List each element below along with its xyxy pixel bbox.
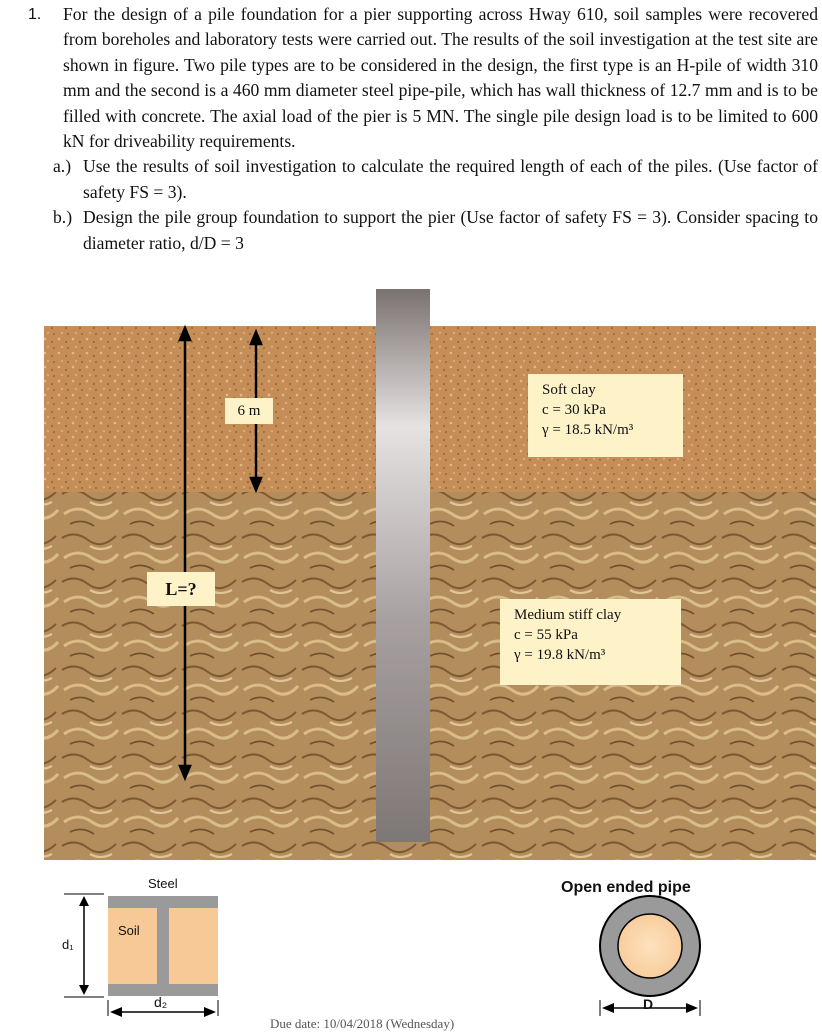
- part-a-text: Use the results of soil investigation to calculate the required length of each of the piles. (Use factor of safety FS = 3).: [83, 156, 818, 202]
- question-text: For the design of a pile foundation for a pier supporting across Hway 610, soil samples were recovered from boreholes and laboratory tests were carried out. The results of the soil investigation at the test site are shown in figure. Two pile types are to be considered in the design, the first type is an H-pile of width 310 mm and the second is a 460 mm diameter steel pipe-pile, which has wall thickness of 12.7 mm and is to be filled with concrete. The axial load of the pier is 5 MN. The single pile design load is to be limited to 600 kN for driveability requirements.: [63, 4, 818, 152]
- d2-label: d₂: [154, 994, 168, 1010]
- length-label: L=?: [147, 572, 215, 606]
- soft-clay-name: Soft clay: [542, 382, 596, 398]
- h-pile-section: [64, 894, 218, 1017]
- medium-stiff-clay-unit-weight: γ = 19.8 kN/m³: [514, 647, 606, 663]
- part-a-label: a.): [53, 156, 72, 177]
- d1-label: d₁: [62, 937, 74, 952]
- soft-clay-unit-weight: γ = 18.5 kN/m³: [542, 422, 634, 438]
- pile: [376, 289, 430, 842]
- part-b-text: Design the pile group foundation to support the pier (Use factor of safety FS = 3). Consider spacing to diameter ratio, d/D = 3: [83, 207, 818, 253]
- due-date-footer: Due date: 10/04/2018 (Wednesday): [270, 1016, 455, 1031]
- steel-label: Steel: [148, 876, 178, 891]
- question-number: 1.: [28, 6, 42, 23]
- pipe-d-label: D: [643, 996, 654, 1012]
- medium-stiff-clay-info-box: [500, 599, 681, 685]
- medium-stiff-clay-cohesion: c = 55 kPa: [514, 627, 578, 643]
- part-b-label: b.): [53, 207, 73, 228]
- soft-clay-info-box: [528, 374, 683, 457]
- depth-label: 6 m: [225, 398, 273, 424]
- medium-stiff-clay-name: Medium stiff clay: [514, 607, 622, 623]
- pipe-title: Open ended pipe: [561, 879, 691, 896]
- soil-label: Soil: [118, 923, 140, 938]
- soft-clay-cohesion: c = 30 kPa: [542, 402, 606, 418]
